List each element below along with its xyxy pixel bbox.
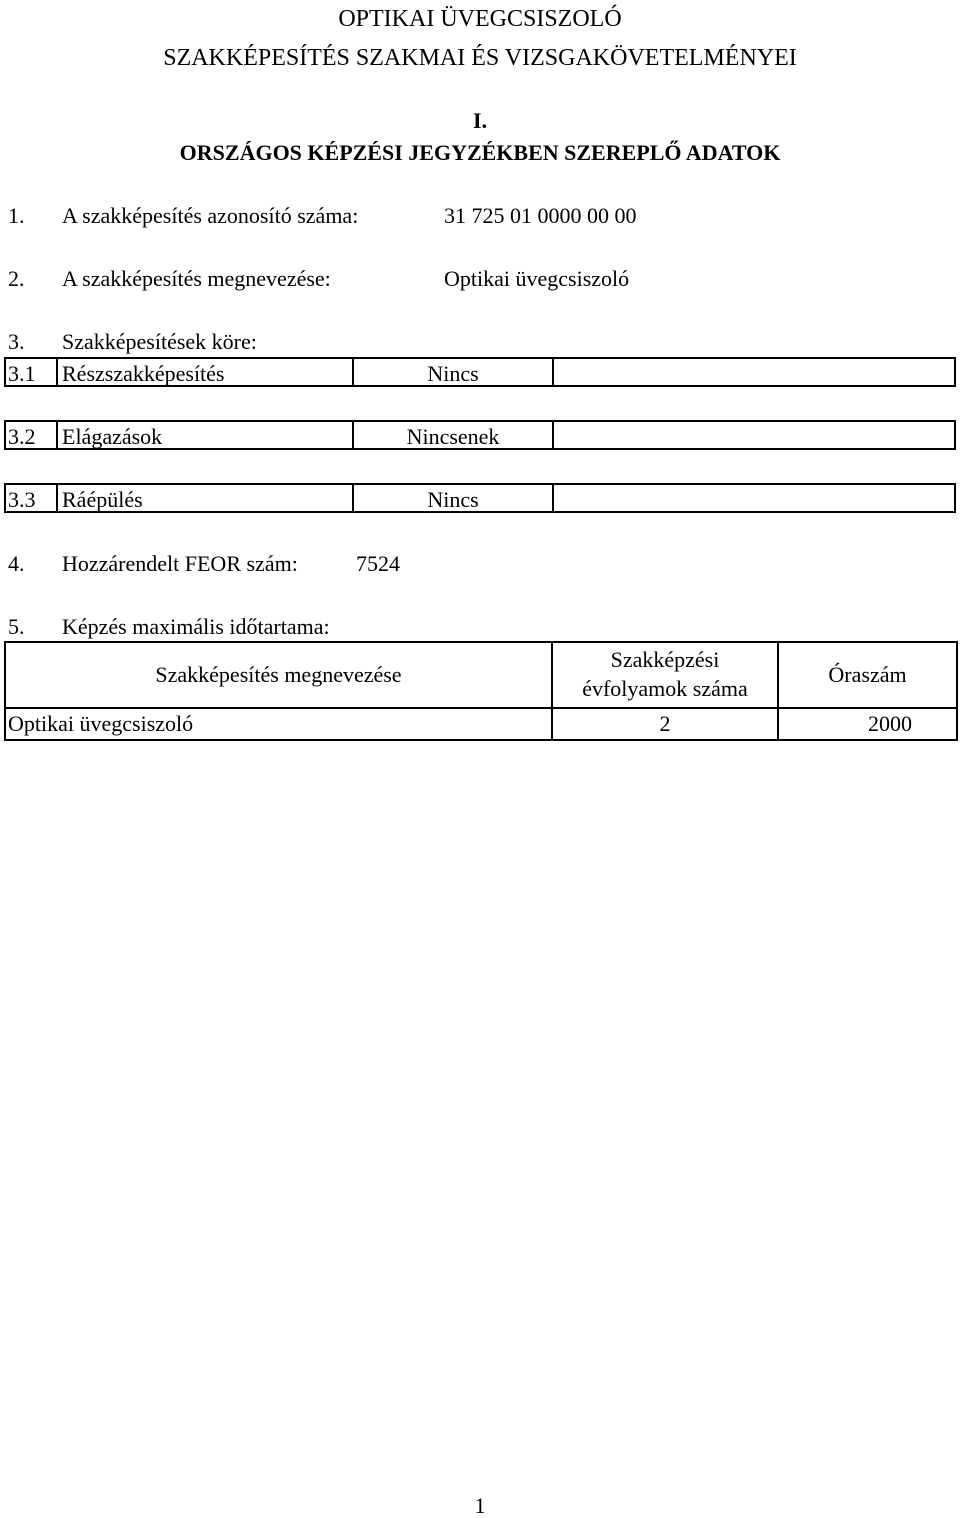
row-number: 3.2 (8, 424, 36, 449)
cell-qualification-name: Optikai üvegcsiszoló (5, 708, 552, 740)
extension-row (4, 483, 956, 513)
item4-number: 4. (8, 551, 25, 576)
header-qualification-name: Szakképesítés megnevezése (5, 642, 552, 708)
cell-hours: 2000 (778, 708, 957, 740)
section-number: I. (472, 108, 488, 133)
doc-title-line2: SZAKKÉPESÍTÉS SZAKMAI ÉS VIZSGAKÖVETELMÉNYEI (163, 45, 797, 71)
item5-label: Képzés maximális időtartama: (62, 614, 330, 639)
item3-number: 3. (8, 329, 25, 354)
row-label: Ráépülés (62, 487, 143, 512)
item1-number: 1. (8, 203, 25, 228)
training-duration-table (4, 641, 958, 741)
item5-number: 5. (8, 614, 25, 639)
row-label: Részszakképesítés (62, 361, 225, 386)
item4-label: Hozzárendelt FEOR szám: (62, 551, 298, 576)
row-label: Elágazások (62, 424, 163, 449)
row-value: Nincs (427, 361, 479, 386)
item3-label: Szakképesítések köre: (62, 329, 257, 354)
doc-title-line1: OPTIKAI ÜVEGCSISZOLÓ (338, 6, 622, 32)
item1-label: A szakképesítés azonosító száma: (62, 203, 359, 228)
item4-value: 7524 (356, 551, 400, 576)
item2-number: 2. (8, 266, 25, 291)
row-value: Nincs (427, 487, 479, 512)
branches-row (4, 420, 956, 450)
item2-label: A szakképesítés megnevezése: (62, 266, 331, 291)
row-number: 3.3 (8, 487, 36, 512)
page-number: 1 (474, 1493, 486, 1518)
header-grade-count-line2: évfolyamok száma (582, 676, 748, 701)
cell-grade-count: 2 (552, 708, 778, 740)
table-header-row (5, 642, 957, 708)
section-title: ORSZÁGOS KÉPZÉSI JEGYZÉKBEN SZEREPLŐ ADATOK (179, 140, 781, 165)
header-grade-count-line1: Szakképzési (610, 647, 720, 673)
header-hours: Óraszám (778, 642, 957, 708)
item2-value: Optikai üvegcsiszoló (444, 266, 630, 291)
subqualification-row (4, 357, 956, 387)
table-row (5, 708, 957, 740)
row-number: 3.1 (8, 361, 36, 386)
header-grade-count (552, 642, 778, 708)
row-value: Nincsenek (406, 424, 500, 449)
item1-value: 31 725 01 0000 00 00 (444, 203, 637, 228)
